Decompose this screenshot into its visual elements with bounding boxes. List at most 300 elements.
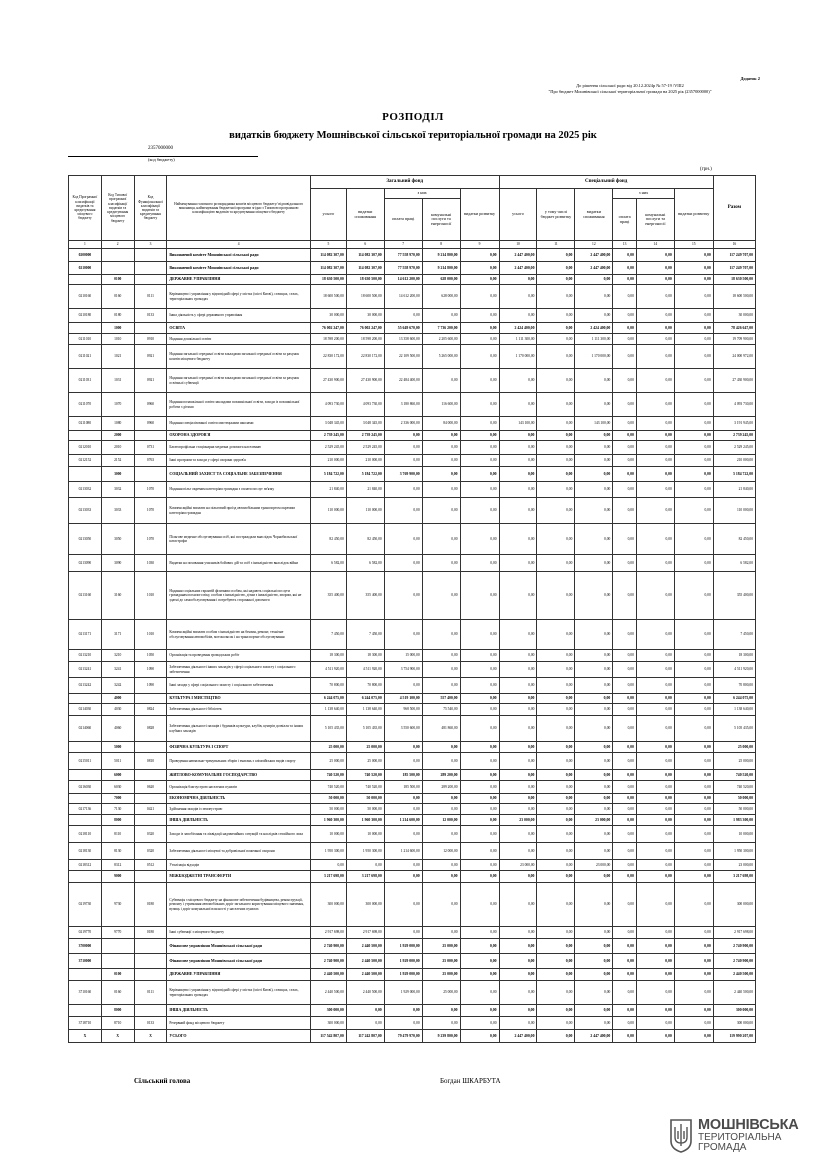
amount-cell: 3 754 900,00 xyxy=(384,662,422,678)
amount-cell: 1 929 000,00 xyxy=(384,939,422,954)
amount-cell: 13 358 600,00 xyxy=(384,334,422,345)
table-row xyxy=(69,369,756,393)
appendix-decision-title: "Про бюджет Мошнівської сільської територіальної громади на 2025 рік (2357000000)" xyxy=(548,89,712,95)
amount-cell: 4 519 100,00 xyxy=(384,694,422,704)
table-body xyxy=(69,249,756,1043)
amount-cell: 0,00 xyxy=(636,781,674,794)
amount-cell: 0,00 xyxy=(537,883,575,927)
code-cell: 3160 xyxy=(101,572,134,620)
code-cell: 0213032 xyxy=(69,482,102,498)
code-cell: 0824 xyxy=(134,704,167,716)
amount-cell: 0,00 xyxy=(636,417,674,431)
amount-cell: 0,00 xyxy=(674,249,713,262)
amount-cell: 0,00 xyxy=(575,981,613,1005)
code-cell xyxy=(134,770,167,781)
amount-cell: 3 217 698,00 xyxy=(310,871,346,883)
amount-cell: 0,00 xyxy=(613,275,637,285)
amount-cell: 0,00 xyxy=(499,843,537,860)
code-cell xyxy=(69,794,102,804)
code-cell xyxy=(69,871,102,883)
amount-cell: 79 479 970,00 xyxy=(384,1030,422,1043)
code-cell: 6000 xyxy=(101,770,134,781)
code-cell: 1030 xyxy=(134,555,167,572)
amount-cell: 1 138 640,00 xyxy=(346,704,384,716)
amount-cell: 0,00 xyxy=(384,482,422,498)
amount-cell: 30 000,00 xyxy=(346,309,384,323)
program-name-cell: Утилізація відходів xyxy=(167,860,311,871)
amount-cell: 0,00 xyxy=(422,369,460,393)
code-cell: 4030 xyxy=(101,704,134,716)
amount-cell: 110 000,00 xyxy=(310,498,346,524)
amount-cell: 0,00 xyxy=(613,369,637,393)
amount-cell: 0,00 xyxy=(613,417,637,431)
amount-cell: 1 929 000,00 xyxy=(384,981,422,1005)
amount-cell: 3 217 698,00 xyxy=(713,871,755,883)
amount-cell: 0,00 xyxy=(575,871,613,883)
amount-cell: 10 000,00 xyxy=(346,826,384,843)
amount-cell: 21 840,00 xyxy=(310,482,346,498)
table-row xyxy=(69,927,756,939)
code-cell: 2000 xyxy=(101,431,134,441)
table-row xyxy=(69,620,756,650)
amount-cell: 0,00 xyxy=(384,883,422,927)
program-name-cell: ДЕРЖАВНЕ УПРАВЛІННЯ xyxy=(167,275,311,285)
code-cell xyxy=(134,954,167,969)
amount-cell: 0,00 xyxy=(636,939,674,954)
amount-cell: 77 558 970,00 xyxy=(384,249,422,262)
amount-cell: 0,00 xyxy=(674,981,713,1005)
code-cell: 3710000 xyxy=(69,954,102,969)
amount-cell: 114 082 307,00 xyxy=(310,249,346,262)
amount-cell: 1 170 000,00 xyxy=(575,345,613,369)
amount-cell: 2 917 698,00 xyxy=(310,927,346,939)
amount-cell: 0,00 xyxy=(537,393,575,417)
amount-cell: 114 082 307,00 xyxy=(310,262,346,275)
amount-cell: 0,00 xyxy=(674,860,713,871)
amount-cell: 0,00 xyxy=(460,815,499,826)
code-cell: 3210 xyxy=(101,650,134,662)
amount-cell: 2 740 900,00 xyxy=(310,939,346,954)
amount-cell: 0,00 xyxy=(636,334,674,345)
amount-cell: 0,00 xyxy=(537,694,575,704)
program-name-cell: Інші заходи у сфері соціального захисту і соціального забезпечення xyxy=(167,678,311,694)
column-number: 11 xyxy=(537,241,575,249)
code-cell: 9730 xyxy=(101,883,134,927)
amount-cell: 0,00 xyxy=(636,716,674,742)
header-sf-utilities: комунальні послуги та енергоносії xyxy=(636,199,674,241)
amount-cell: 0,00 xyxy=(636,927,674,939)
amount-cell: 0,00 xyxy=(537,323,575,334)
table-row-section xyxy=(69,323,756,334)
amount-cell: 7 450,00 xyxy=(310,620,346,650)
amount-cell: 19 709 900,00 xyxy=(713,334,755,345)
code-cell: 0100 xyxy=(101,275,134,285)
amount-cell: 0,00 xyxy=(613,393,637,417)
code-cell: 1070 xyxy=(101,393,134,417)
amount-cell: 0,00 xyxy=(674,704,713,716)
code-cell xyxy=(101,262,134,275)
program-name-cell: Надання пільг окремим категоріям громадян з оплати послуг зв'язку xyxy=(167,482,311,498)
table-row-section xyxy=(69,939,756,954)
program-name-cell: Організація благоустрою населених пунктів xyxy=(167,781,311,794)
amount-cell: 0,00 xyxy=(613,781,637,794)
amount-cell: 0,00 xyxy=(636,981,674,1005)
program-name-cell: Заходи із запобігання та ліквідації надзвичайних ситуацій та наслідків стихійного лиха xyxy=(167,826,311,843)
table-row xyxy=(69,753,756,770)
amount-cell: 0,00 xyxy=(384,860,422,871)
amount-cell: 6 582,00 xyxy=(346,555,384,572)
amount-cell: 0,00 xyxy=(575,770,613,781)
amount-cell: 24 000 972,00 xyxy=(713,345,755,369)
amount-cell: 21 840,00 xyxy=(713,482,755,498)
amount-cell: 0,00 xyxy=(499,794,537,804)
program-name-cell: Керівництво і управління у відповідній сфері у містах (місті Києві), селищах, селах, територіальних громадах xyxy=(167,981,311,1005)
amount-cell: 6 244 075,00 xyxy=(310,694,346,704)
code-cell: 3000 xyxy=(101,467,134,482)
amount-cell: 0,00 xyxy=(499,275,537,285)
amount-cell: 0,00 xyxy=(537,781,575,794)
appendix-number: Додаток 2 xyxy=(740,76,760,81)
amount-cell: 2 440 500,00 xyxy=(346,954,384,969)
amount-cell: 0,00 xyxy=(636,369,674,393)
code-cell: 9770 xyxy=(101,927,134,939)
amount-cell: 0,00 xyxy=(674,815,713,826)
code-cell xyxy=(134,275,167,285)
document-title: РОЗПОДІЛ xyxy=(382,111,444,123)
amount-cell: 0,00 xyxy=(537,431,575,441)
table-row xyxy=(69,482,756,498)
amount-cell: 0,00 xyxy=(636,524,674,555)
amount-cell: 0,00 xyxy=(674,467,713,482)
code-cell: 1050 xyxy=(134,650,167,662)
code-cell: 0620 xyxy=(134,781,167,794)
amount-cell: 1 214 600,00 xyxy=(384,815,422,826)
code-cell: 3718710 xyxy=(69,1017,102,1030)
amount-cell: 0,00 xyxy=(636,650,674,662)
amount-cell: 5 105 435,00 xyxy=(346,716,384,742)
amount-cell: 0,00 xyxy=(636,555,674,572)
amount-cell: 210 000,00 xyxy=(346,455,384,467)
amount-cell: 0,00 xyxy=(499,572,537,620)
amount-cell: 117 542 807,00 xyxy=(310,1030,346,1043)
amount-cell: 12 000,00 xyxy=(422,843,460,860)
amount-cell: 0,00 xyxy=(384,826,422,843)
amount-cell: 0,00 xyxy=(460,843,499,860)
amount-cell: 0,00 xyxy=(636,1030,674,1043)
amount-cell: 0,00 xyxy=(674,678,713,694)
amount-cell: 0,00 xyxy=(537,742,575,753)
amount-cell: 30 000,00 xyxy=(713,309,755,323)
column-numbers-row xyxy=(69,241,756,249)
amount-cell: 0,00 xyxy=(613,704,637,716)
amount-cell: 0,00 xyxy=(613,1017,637,1030)
amount-cell: 0,00 xyxy=(674,826,713,843)
amount-cell: 10 000,00 xyxy=(713,826,755,843)
amount-cell: 2 529 245,00 xyxy=(713,441,755,455)
amount-cell: 23 000,00 xyxy=(713,860,755,871)
code-cell xyxy=(134,323,167,334)
amount-cell: 0,00 xyxy=(575,954,613,969)
amount-cell: 968 500,00 xyxy=(384,704,422,716)
amount-cell: 1 929 000,00 xyxy=(384,954,422,969)
amount-cell: 7 450,00 xyxy=(346,620,384,650)
amount-cell: 0,00 xyxy=(537,275,575,285)
code-cell: 0180 xyxy=(134,883,167,927)
column-number: 9 xyxy=(460,241,499,249)
code-cell xyxy=(69,742,102,753)
table-row xyxy=(69,704,756,716)
amount-cell: 0,00 xyxy=(384,804,422,815)
amount-cell: 18 630 500,00 xyxy=(346,275,384,285)
amount-cell: 23 000,00 xyxy=(499,815,537,826)
amount-cell: 0,00 xyxy=(422,753,460,770)
amount-cell: 7 450,00 xyxy=(713,620,755,650)
amount-cell: 0,00 xyxy=(537,794,575,804)
amount-cell: 1 950 300,00 xyxy=(713,843,755,860)
amount-cell: 210 000,00 xyxy=(310,455,346,467)
amount-cell: 0,00 xyxy=(384,524,422,555)
amount-cell: 0,00 xyxy=(499,883,537,927)
amount-cell: 0,00 xyxy=(537,285,575,309)
amount-cell: 0,00 xyxy=(575,843,613,860)
amount-cell: 0,00 xyxy=(575,275,613,285)
code-cell xyxy=(134,815,167,826)
table-row xyxy=(69,441,756,455)
code-cell: 6030 xyxy=(101,781,134,794)
amount-cell: 5 184 722,00 xyxy=(346,467,384,482)
code-cell: 0218312 xyxy=(69,860,102,871)
amount-cell: 0,00 xyxy=(384,1017,422,1030)
amount-cell: 0,00 xyxy=(674,524,713,555)
amount-cell: 0,00 xyxy=(636,393,674,417)
amount-cell: 23 000,00 xyxy=(499,860,537,871)
amount-cell: 22 830 172,00 xyxy=(346,345,384,369)
amount-cell: 0,00 xyxy=(422,555,460,572)
code-cell xyxy=(134,794,167,804)
amount-cell: 0,00 xyxy=(575,927,613,939)
logo-line1: МОШНІВСЬКА xyxy=(698,1117,799,1133)
code-cell: 0213241 xyxy=(69,662,102,678)
amount-cell: 0,00 xyxy=(499,662,537,678)
amount-cell: 0,00 xyxy=(537,262,575,275)
header-program-code: Код Програмної класифікації видатків та кредитування місцевого бюджету xyxy=(69,176,102,241)
amount-cell: 0,00 xyxy=(674,275,713,285)
amount-cell: 0,00 xyxy=(674,871,713,883)
header-name: Найменування головного розпорядника коштів місцевого бюджету/ відповідального виконавця, найменування бюджетної програми згідно з Типовою програмною класифікацією видатків та кредитування місцевого бюджету xyxy=(167,176,311,241)
amount-cell: 2 739 245,00 xyxy=(310,431,346,441)
program-name-cell: Надання дошкільної освіти xyxy=(167,334,311,345)
amount-cell: 0,00 xyxy=(636,498,674,524)
amount-cell: 6 582,00 xyxy=(713,555,755,572)
code-cell: 0214060 xyxy=(69,716,102,742)
amount-cell: 2 205 600,00 xyxy=(422,334,460,345)
program-name-cell: Надання позашкільної освіти закладами позашкільної освіти, заходи із позашкільної роботи з дітьми xyxy=(167,393,311,417)
amount-cell: 0,00 xyxy=(384,678,422,694)
amount-cell: 82 450,00 xyxy=(310,524,346,555)
program-name-cell: Забезпечення діяльності місцевої та добровільної пожежної охорони xyxy=(167,843,311,860)
amount-cell: 18 300,00 xyxy=(346,650,384,662)
amount-cell: 18 598 200,00 xyxy=(310,334,346,345)
amount-cell: 1 950 300,00 xyxy=(346,843,384,860)
table-row-section xyxy=(69,954,756,969)
program-name-cell: МІЖБЮДЖЕТНІ ТРАНСФЕРТИ xyxy=(167,871,311,883)
amount-cell: 9 239 800,00 xyxy=(422,1030,460,1043)
amount-cell: 0,00 xyxy=(636,815,674,826)
amount-cell: 0,00 xyxy=(537,334,575,345)
code-cell: 0210000 xyxy=(69,262,102,275)
amount-cell: 18 630 500,00 xyxy=(310,275,346,285)
amount-cell: 0,00 xyxy=(384,753,422,770)
amount-cell: 0,00 xyxy=(537,1005,575,1017)
amount-cell: 0,00 xyxy=(460,716,499,742)
table-row xyxy=(69,309,756,323)
amount-cell: 0,00 xyxy=(499,781,537,794)
code-cell: 1070 xyxy=(134,524,167,555)
code-cell: 0731 xyxy=(134,441,167,455)
code-cell xyxy=(69,323,102,334)
amount-cell: 0,00 xyxy=(460,309,499,323)
amount-cell: 2 529 245,00 xyxy=(310,441,346,455)
code-cell: 0421 xyxy=(134,804,167,815)
amount-cell: 628 000,00 xyxy=(422,285,460,309)
code-cell: 4000 xyxy=(101,694,134,704)
amount-cell: 1 111 300,00 xyxy=(499,334,537,345)
program-name-cell: Інша діяльність у сфері державного управління xyxy=(167,309,311,323)
amount-cell: 10 000,00 xyxy=(310,826,346,843)
column-number: 5 xyxy=(310,241,346,249)
amount-cell: 0,00 xyxy=(613,262,637,275)
column-number: 6 xyxy=(346,241,384,249)
amount-cell: 0,00 xyxy=(422,524,460,555)
table-row-section xyxy=(69,431,756,441)
table-row xyxy=(69,345,756,369)
code-cell: 0160 xyxy=(101,285,134,309)
amount-cell: 18 600 500,00 xyxy=(713,285,755,309)
amount-cell: 0,00 xyxy=(460,334,499,345)
amount-cell: 0,00 xyxy=(674,620,713,650)
amount-cell: 0,00 xyxy=(575,969,613,981)
amount-cell: 0,00 xyxy=(537,704,575,716)
amount-cell: 25 000,00 xyxy=(422,939,460,954)
amount-cell: 0,00 xyxy=(537,482,575,498)
amount-cell: 0,00 xyxy=(674,323,713,334)
amount-cell: 0,00 xyxy=(636,572,674,620)
amount-cell: 300 000,00 xyxy=(713,883,755,927)
amount-cell: 0,00 xyxy=(460,431,499,441)
code-cell: 4060 xyxy=(101,716,134,742)
code-cell: X xyxy=(69,1030,102,1043)
amount-cell: 0,00 xyxy=(460,1005,499,1017)
amount-cell: 0,00 xyxy=(613,742,637,753)
amount-cell: 0,00 xyxy=(575,794,613,804)
amount-cell: 0,00 xyxy=(613,770,637,781)
amount-cell: 0,00 xyxy=(613,498,637,524)
table-row xyxy=(69,678,756,694)
amount-cell: 0,00 xyxy=(613,323,637,334)
amount-cell: 50 000,00 xyxy=(713,794,755,804)
amount-cell: 0,00 xyxy=(613,572,637,620)
amount-cell: 0,00 xyxy=(460,650,499,662)
program-name-cell: Виконавчий комітет Мошнівської сільської ради xyxy=(167,249,311,262)
code-cell xyxy=(134,1005,167,1017)
amount-cell: 0,00 xyxy=(674,498,713,524)
amount-cell: 6 244 075,00 xyxy=(346,694,384,704)
amount-cell: 0,00 xyxy=(674,662,713,678)
amount-cell: 0,00 xyxy=(422,826,460,843)
code-cell: 7130 xyxy=(101,804,134,815)
amount-cell: 25 000,00 xyxy=(422,954,460,969)
header-typical-code: Код Типової програмної класифікації видатків та кредитування місцевого бюджету xyxy=(101,176,134,241)
table-row xyxy=(69,662,756,678)
amount-cell: 210 000,00 xyxy=(713,455,755,467)
amount-cell: 0,00 xyxy=(674,572,713,620)
table-row-section xyxy=(69,815,756,826)
table-row xyxy=(69,826,756,843)
amount-cell: 70 800,00 xyxy=(713,678,755,694)
amount-cell: 0,00 xyxy=(460,969,499,981)
amount-cell: 0,00 xyxy=(499,742,537,753)
amount-cell: 0,00 xyxy=(460,1017,499,1030)
amount-cell: 0,00 xyxy=(613,524,637,555)
amount-cell: 355 400,00 xyxy=(713,572,755,620)
program-name-cell: Забезпечення діяльності бібліотек xyxy=(167,704,311,716)
amount-cell: 0,00 xyxy=(636,345,674,369)
amount-cell: 0,00 xyxy=(636,431,674,441)
table-row-section xyxy=(69,1030,756,1043)
amount-cell: 0,00 xyxy=(575,431,613,441)
amount-cell: 740 520,00 xyxy=(713,781,755,794)
amount-cell: 114 082 307,00 xyxy=(346,262,384,275)
amount-cell: 110 000,00 xyxy=(713,498,755,524)
amount-cell: 0,00 xyxy=(499,467,537,482)
table-row-section xyxy=(69,742,756,753)
amount-cell: 2 440 500,00 xyxy=(346,939,384,954)
code-cell: 0960 xyxy=(134,393,167,417)
amount-cell: 0,00 xyxy=(636,794,674,804)
amount-cell: 0,00 xyxy=(537,1030,575,1043)
table-row xyxy=(69,781,756,794)
program-name-cell: Інші програми та заходи у сфері охорони здоров'я xyxy=(167,455,311,467)
code-cell xyxy=(69,1005,102,1017)
amount-cell: 0,00 xyxy=(384,431,422,441)
column-number: 8 xyxy=(422,241,460,249)
amount-cell: 0,00 xyxy=(422,431,460,441)
amount-cell: 185 500,00 xyxy=(384,770,422,781)
amount-cell: 0,00 xyxy=(674,262,713,275)
amount-cell: 0,00 xyxy=(460,417,499,431)
amount-cell: 5 184 722,00 xyxy=(310,467,346,482)
amount-cell: 3 550 600,00 xyxy=(384,716,422,742)
amount-cell: 117 242 807,00 xyxy=(346,1030,384,1043)
amount-cell: 0,00 xyxy=(460,662,499,678)
amount-cell: 2 424 400,00 xyxy=(499,323,537,334)
document-subtitle: видатків бюджету Мошнівської сільської територіальної громади на 2025 рік xyxy=(229,130,597,141)
amount-cell: 21 840,00 xyxy=(346,482,384,498)
code-cell: 0213160 xyxy=(69,572,102,620)
community-logo xyxy=(670,1115,810,1159)
code-cell: 3700000 xyxy=(69,939,102,954)
amount-cell: 0,00 xyxy=(613,662,637,678)
amount-cell: 0,00 xyxy=(636,826,674,843)
amount-cell: 2 740 900,00 xyxy=(713,939,755,954)
amount-cell: 0,00 xyxy=(636,323,674,334)
amount-cell: 0,00 xyxy=(460,742,499,753)
amount-cell: 0,00 xyxy=(460,826,499,843)
amount-cell: 0,00 xyxy=(499,285,537,309)
code-cell xyxy=(69,969,102,981)
amount-cell: 0,00 xyxy=(460,927,499,939)
code-cell: 0213171 xyxy=(69,620,102,650)
